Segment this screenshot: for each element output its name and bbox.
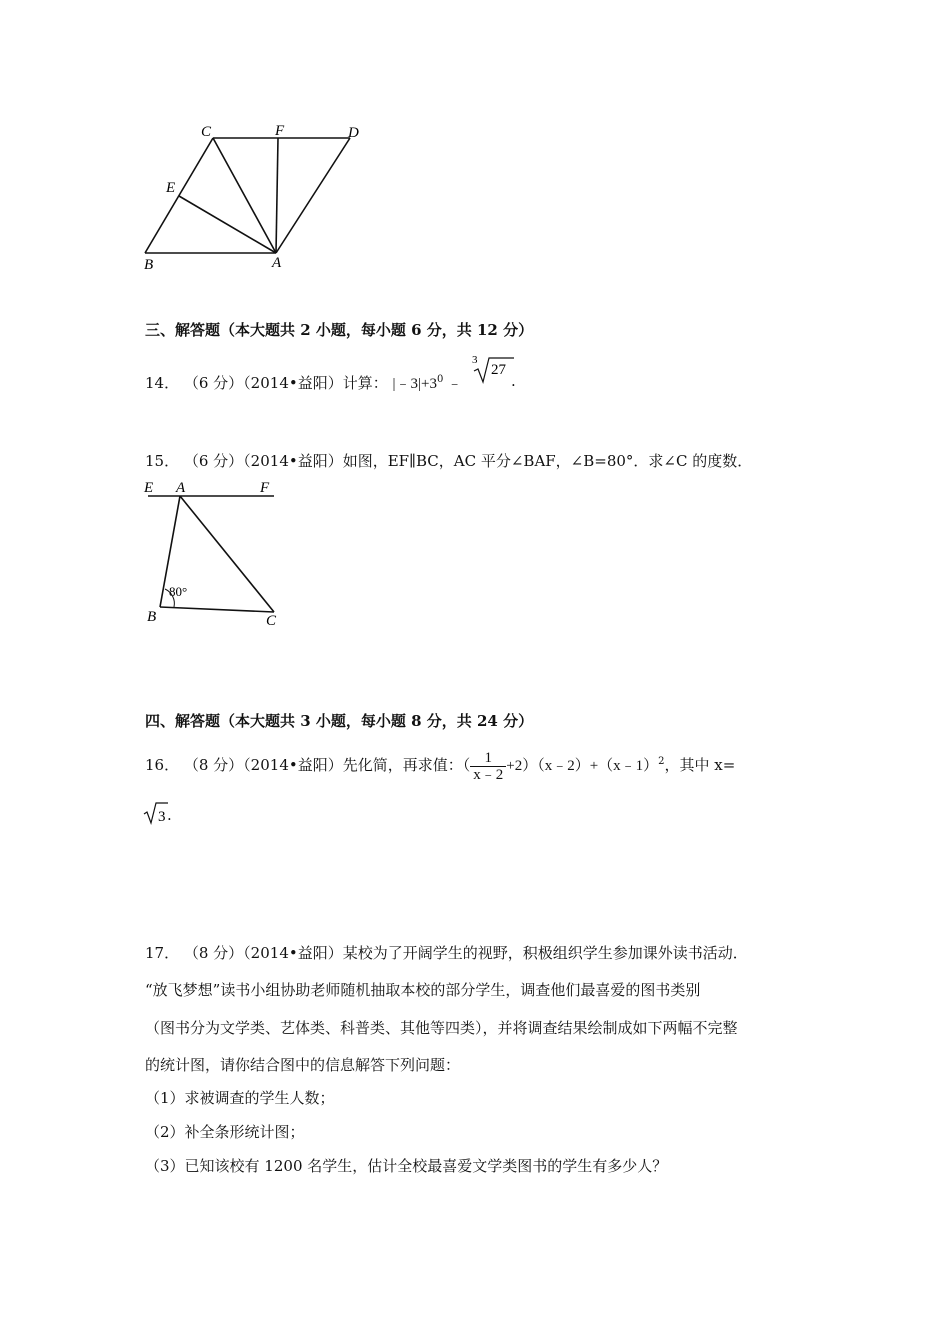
question-17-sub-1: （1）求被调查的学生人数； [145,1089,335,1107]
segment-EA [179,196,276,253]
section-3-heading: 三、解答题（本大题共 2 小题，每小题 6 分，共 12 分） [145,321,534,339]
q15-text: （6 分）（2014•益阳）如图，EF∥BC，AC 平分∠BAF，∠B=80°．求∠C 的度数． [183,452,753,470]
angle-label: 80° [169,584,188,599]
label-A: A [176,480,186,496]
q17-number: 17． [145,944,180,962]
question-14 [145,372,462,393]
label-B: B [144,257,154,273]
q16-exponent: 2 [658,756,665,767]
q14-number: 14． [145,374,180,392]
root-index: 3 [472,354,478,366]
label-E: E [144,480,154,496]
label-F: F [275,123,285,139]
q16-tail: ，其中 x= [664,756,736,774]
q14-expr-b: ﹣ [443,376,463,392]
segment-BC [160,607,274,612]
q14-meta: （6 分）（2014•益阳）计算： [183,374,388,392]
question-17-sub-3: （3）已知该校有 1200 名学生，估计全校最喜爱文学类图书的学生有多少人？ [145,1157,668,1175]
segment-DA [276,138,350,253]
question-16 [145,745,735,783]
q16-expression: +2）（x﹣2）+（x﹣1） [506,758,659,774]
q15-number: 15． [145,452,180,470]
q16-meta: （8 分）（2014•益阳）先化简，再求值：（ [183,756,471,774]
question-17-sub-2: （2）补全条形统计图； [145,1123,305,1141]
segment-AC [180,496,274,612]
q16-sqrt [143,800,169,826]
q14-exponent: 0 [436,374,444,385]
label-F: F [260,480,270,496]
segment-CA [213,138,276,253]
question-15 [145,450,752,471]
q14-end: . [511,372,516,390]
figure-2-geometry [138,475,288,630]
section-4-heading: 四、解答题（本大题共 3 小题，每小题 8 分，共 24 分） [145,712,534,730]
segment-FA [276,138,278,253]
label-C: C [201,124,212,140]
question-17-line-3: （图书分为文学类、艺体类、科普类、其他等四类），并将调查结果绘制成如下两幅不完整 [145,1019,738,1037]
label-E: E [166,180,176,196]
label-B: B [147,609,157,625]
q16-fraction [470,750,506,783]
label-A: A [272,255,282,271]
q16-end: . [167,806,172,824]
label-D: D [348,125,359,141]
q16-number: 16． [145,756,180,774]
segment-CB [145,138,213,253]
q17-line-1: （8 分）（2014•益阳）某校为了开阔学生的视野，积极组织学生参加课外读书活动． [183,944,748,962]
radicand: 27 [491,362,506,378]
question-17-line-1 [145,942,748,963]
fraction-numerator: 1 [470,750,506,767]
question-17-line-2: “放飞梦想”读书小组协助老师随机抽取本校的部分学生，调查他们最喜爱的图书类别 [145,981,701,999]
label-C: C [266,613,277,629]
figure-1-geometry [135,118,375,278]
fraction-denominator: x﹣2 [473,766,504,783]
sqrt-value: 3 [158,809,166,825]
q14-cube-root [470,352,516,386]
question-17-line-4: 的统计图，请你结合图中的信息解答下列问题： [145,1056,461,1074]
q14-expr-a: |﹣3|+3 [392,376,437,392]
